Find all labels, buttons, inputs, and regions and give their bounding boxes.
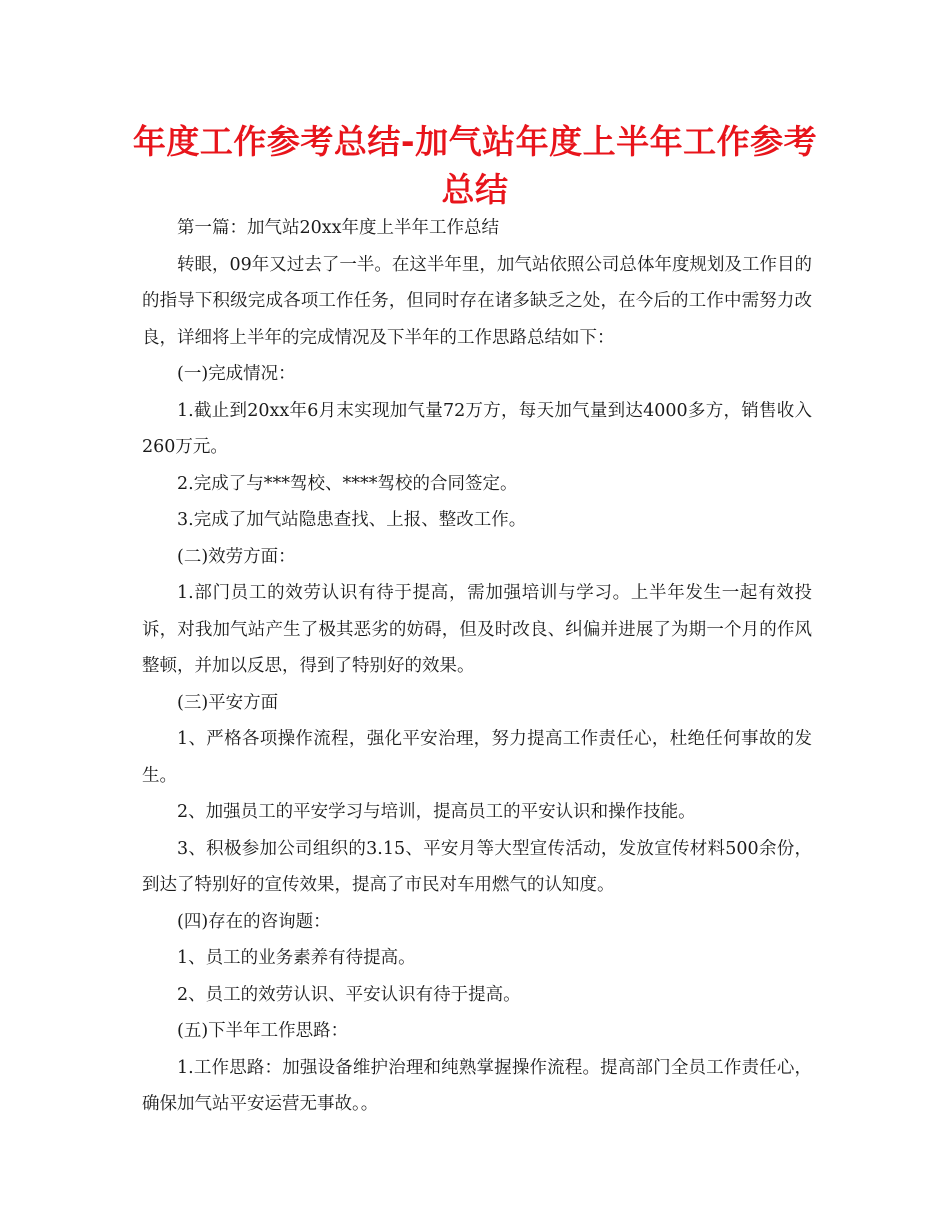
paragraph-completion-item-3: 3.完成了加气站隐患查找、上报、整改工作。 — [177, 510, 527, 530]
paragraph-safety-item-1: 1、严格各项操作流程，强化平安治理，努力提高工作责任心，杜绝任何事故的发生。 — [142, 729, 812, 786]
paragraph-issues-item-1: 1、员工的业务素养有待提高。 — [177, 948, 416, 968]
document-body — [142, 210, 812, 1123]
paragraph-heading-plan: (五)下半年工作思路： — [177, 1021, 349, 1041]
paragraph-safety-item-3: 3、积极参加公司组织的3.15、平安月等大型宣传活动，发放宣传材料500余份，到达了特别好的宣传效果，提高了市民对车用燃气的认知度。 — [142, 838, 812, 895]
paragraph-service-item-1: 1.部门员工的效劳认识有待于提高，需加强培训与学习。上半年发生一起有效投诉，对我加气站产生了极其恶劣的妨碍，但及时改良、纠偏并进展了为期一个月的作风整顿，并加以反思，得到了特别好的效果。 — [142, 583, 812, 676]
paragraph-completion-item-2: 2.完成了与***驾校、****驾校的合同签定。 — [177, 473, 518, 494]
paragraph-completion-item-1: 1.截止到20xx年6月末实现加气量72万方，每天加气量到达4000多方，销售收入260万元。 — [142, 400, 812, 457]
document-title: 年度工作参考总结-加气站年度上半年工作参考总结 — [132, 122, 818, 209]
paragraph-intro: 转眼，09年又过去了一半。在这半年里，加气站依照公司总体年度规划及工作目的的指导下积级完成各项工作任务，但同时存在诸多缺乏之处，在今后的工作中需努力改良，详细将上半年的完成情况及下半年的工作思路总结如下： — [142, 254, 812, 348]
paragraph-heading-safety: (三)平安方面 — [177, 692, 279, 713]
paragraph-heading-service: (二)效劳方面： — [177, 546, 296, 567]
paragraph-safety-item-2: 2、加强员工的平安学习与培训，提高员工的平安认识和操作技能。 — [177, 802, 696, 822]
paragraph-heading-issues: (四)存在的咨询题： — [177, 911, 331, 932]
paragraph-heading-completion: (一)完成情况： — [177, 364, 296, 384]
paragraph-issues-item-2: 2、员工的效劳认识、平安认识有待于提高。 — [177, 984, 521, 1005]
paragraph-plan-item-1: 1.工作思路：加强设备维护治理和纯熟掌握操作流程。提高部门全员工作责任心，确保加气站平安运营无事故。。 — [142, 1057, 812, 1114]
paragraph-section-heading: 第一篇：加气站20xx年度上半年工作总结 — [177, 218, 500, 238]
